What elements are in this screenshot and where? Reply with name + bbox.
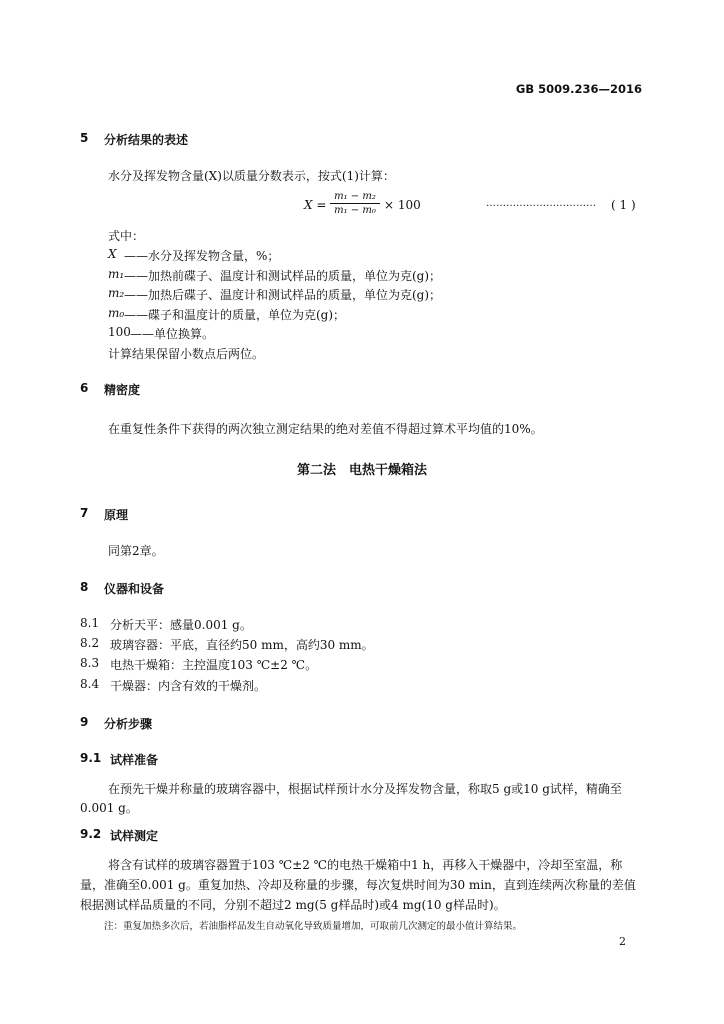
measurement-note: 注：重复加热多次后，若油脂样品发生自动氧化导致质量增加，可取前几次测定的最小值计算结果。	[104, 921, 523, 932]
equipment-item: 干燥器：内含有效的干燥剂。	[110, 679, 267, 693]
equipment-item: 分析天平：感量0.001 g。	[110, 618, 252, 632]
section-6-number: 6	[80, 381, 89, 395]
formula-fraction	[330, 190, 380, 218]
section-9-1-number: 9.1	[80, 751, 102, 765]
section-5-intro: 水分及挥发物含量(X)以质量分数表示，按式(1)计算：	[108, 169, 395, 183]
measurement-line-2: 量，准确至0.001 g。重复加热、冷却及称量的步骤，每次复烘时间为30 min，直到连续两次称量的差值	[80, 878, 636, 892]
section-9-2-number: 9.2	[80, 827, 102, 841]
standard-code: GB 5009.236—2016	[515, 82, 642, 96]
sample-prep-line-1: 在预先干燥并称量的玻璃容器中，根据试样预计水分及挥发物含量，称取5 g或10 g试样，精确至	[108, 782, 622, 796]
measurement-line-1: 将含有试样的玻璃容器置于103 ℃±2 ℃的电热干燥箱中1 h，再移入干燥器中，冷却至室温，称	[108, 858, 623, 872]
page-number: 2	[619, 935, 626, 948]
def-text: ——单位换算。	[130, 327, 215, 341]
formula-dots: ……………………………	[486, 198, 596, 209]
formula-lhs: X =	[304, 198, 327, 212]
section-7-number: 7	[80, 506, 89, 520]
def-symbol: m₁	[108, 267, 125, 281]
formula-numerator: m₁ − m₂	[334, 191, 376, 202]
def-text: ——加热前碟子、温度计和测试样品的质量，单位为克(g)；	[124, 269, 442, 283]
precision-text: 在重复性条件下获得的两次独立测定结果的绝对差值不得超过算术平均值的10%。	[108, 422, 543, 436]
item-number: 8.4	[80, 677, 100, 691]
formula-times: × 100	[384, 198, 421, 212]
section-9-number: 9	[80, 715, 89, 729]
def-text: ——水分及挥发物含量，%；	[124, 249, 280, 263]
principle-text: 同第2章。	[108, 544, 164, 558]
item-number: 8.2	[80, 636, 100, 650]
section-5-number: 5	[80, 131, 89, 145]
section-5-title: 分析结果的表述	[104, 133, 189, 147]
section-9-1-title: 试样准备	[110, 753, 159, 767]
rounding-note: 计算结果保留小数点后两位。	[108, 347, 265, 361]
def-symbol: m₀	[108, 306, 125, 320]
formula-denominator: m₁ − m₀	[334, 205, 376, 216]
section-9-title: 分析步骤	[104, 717, 153, 731]
section-8-title: 仪器和设备	[104, 582, 165, 596]
def-symbol: X	[108, 247, 117, 261]
equipment-item: 电热干燥箱：主控温度103 ℃±2 ℃。	[110, 658, 318, 672]
section-9-2-title: 试样测定	[110, 829, 159, 843]
item-number: 8.1	[80, 616, 100, 630]
def-text: ——碟子和温度计的质量，单位为克(g)；	[124, 308, 346, 322]
def-symbol: 100	[108, 325, 131, 339]
section-7-title: 原理	[104, 508, 129, 522]
where-label: 式中：	[108, 229, 145, 243]
section-8-number: 8	[80, 580, 89, 594]
method-2-title: 第二法 电热干燥箱法	[296, 463, 427, 478]
equipment-item: 玻璃容器：平底，直径约50 mm，高约30 mm。	[110, 638, 374, 652]
sample-prep-line-2: 0.001 g。	[80, 801, 138, 815]
section-6-title: 精密度	[104, 383, 141, 397]
def-text: ——加热后碟子、温度计和测试样品的质量，单位为克(g)；	[124, 288, 442, 302]
formula-equation-number: ( 1 )	[611, 198, 636, 212]
def-symbol: m₂	[108, 286, 125, 300]
measurement-line-3: 根据测试样品质量的不同，分别不超过2 mg(5 g样品时)或4 mg(10 g样品时)。	[80, 898, 506, 912]
item-number: 8.3	[80, 656, 100, 670]
